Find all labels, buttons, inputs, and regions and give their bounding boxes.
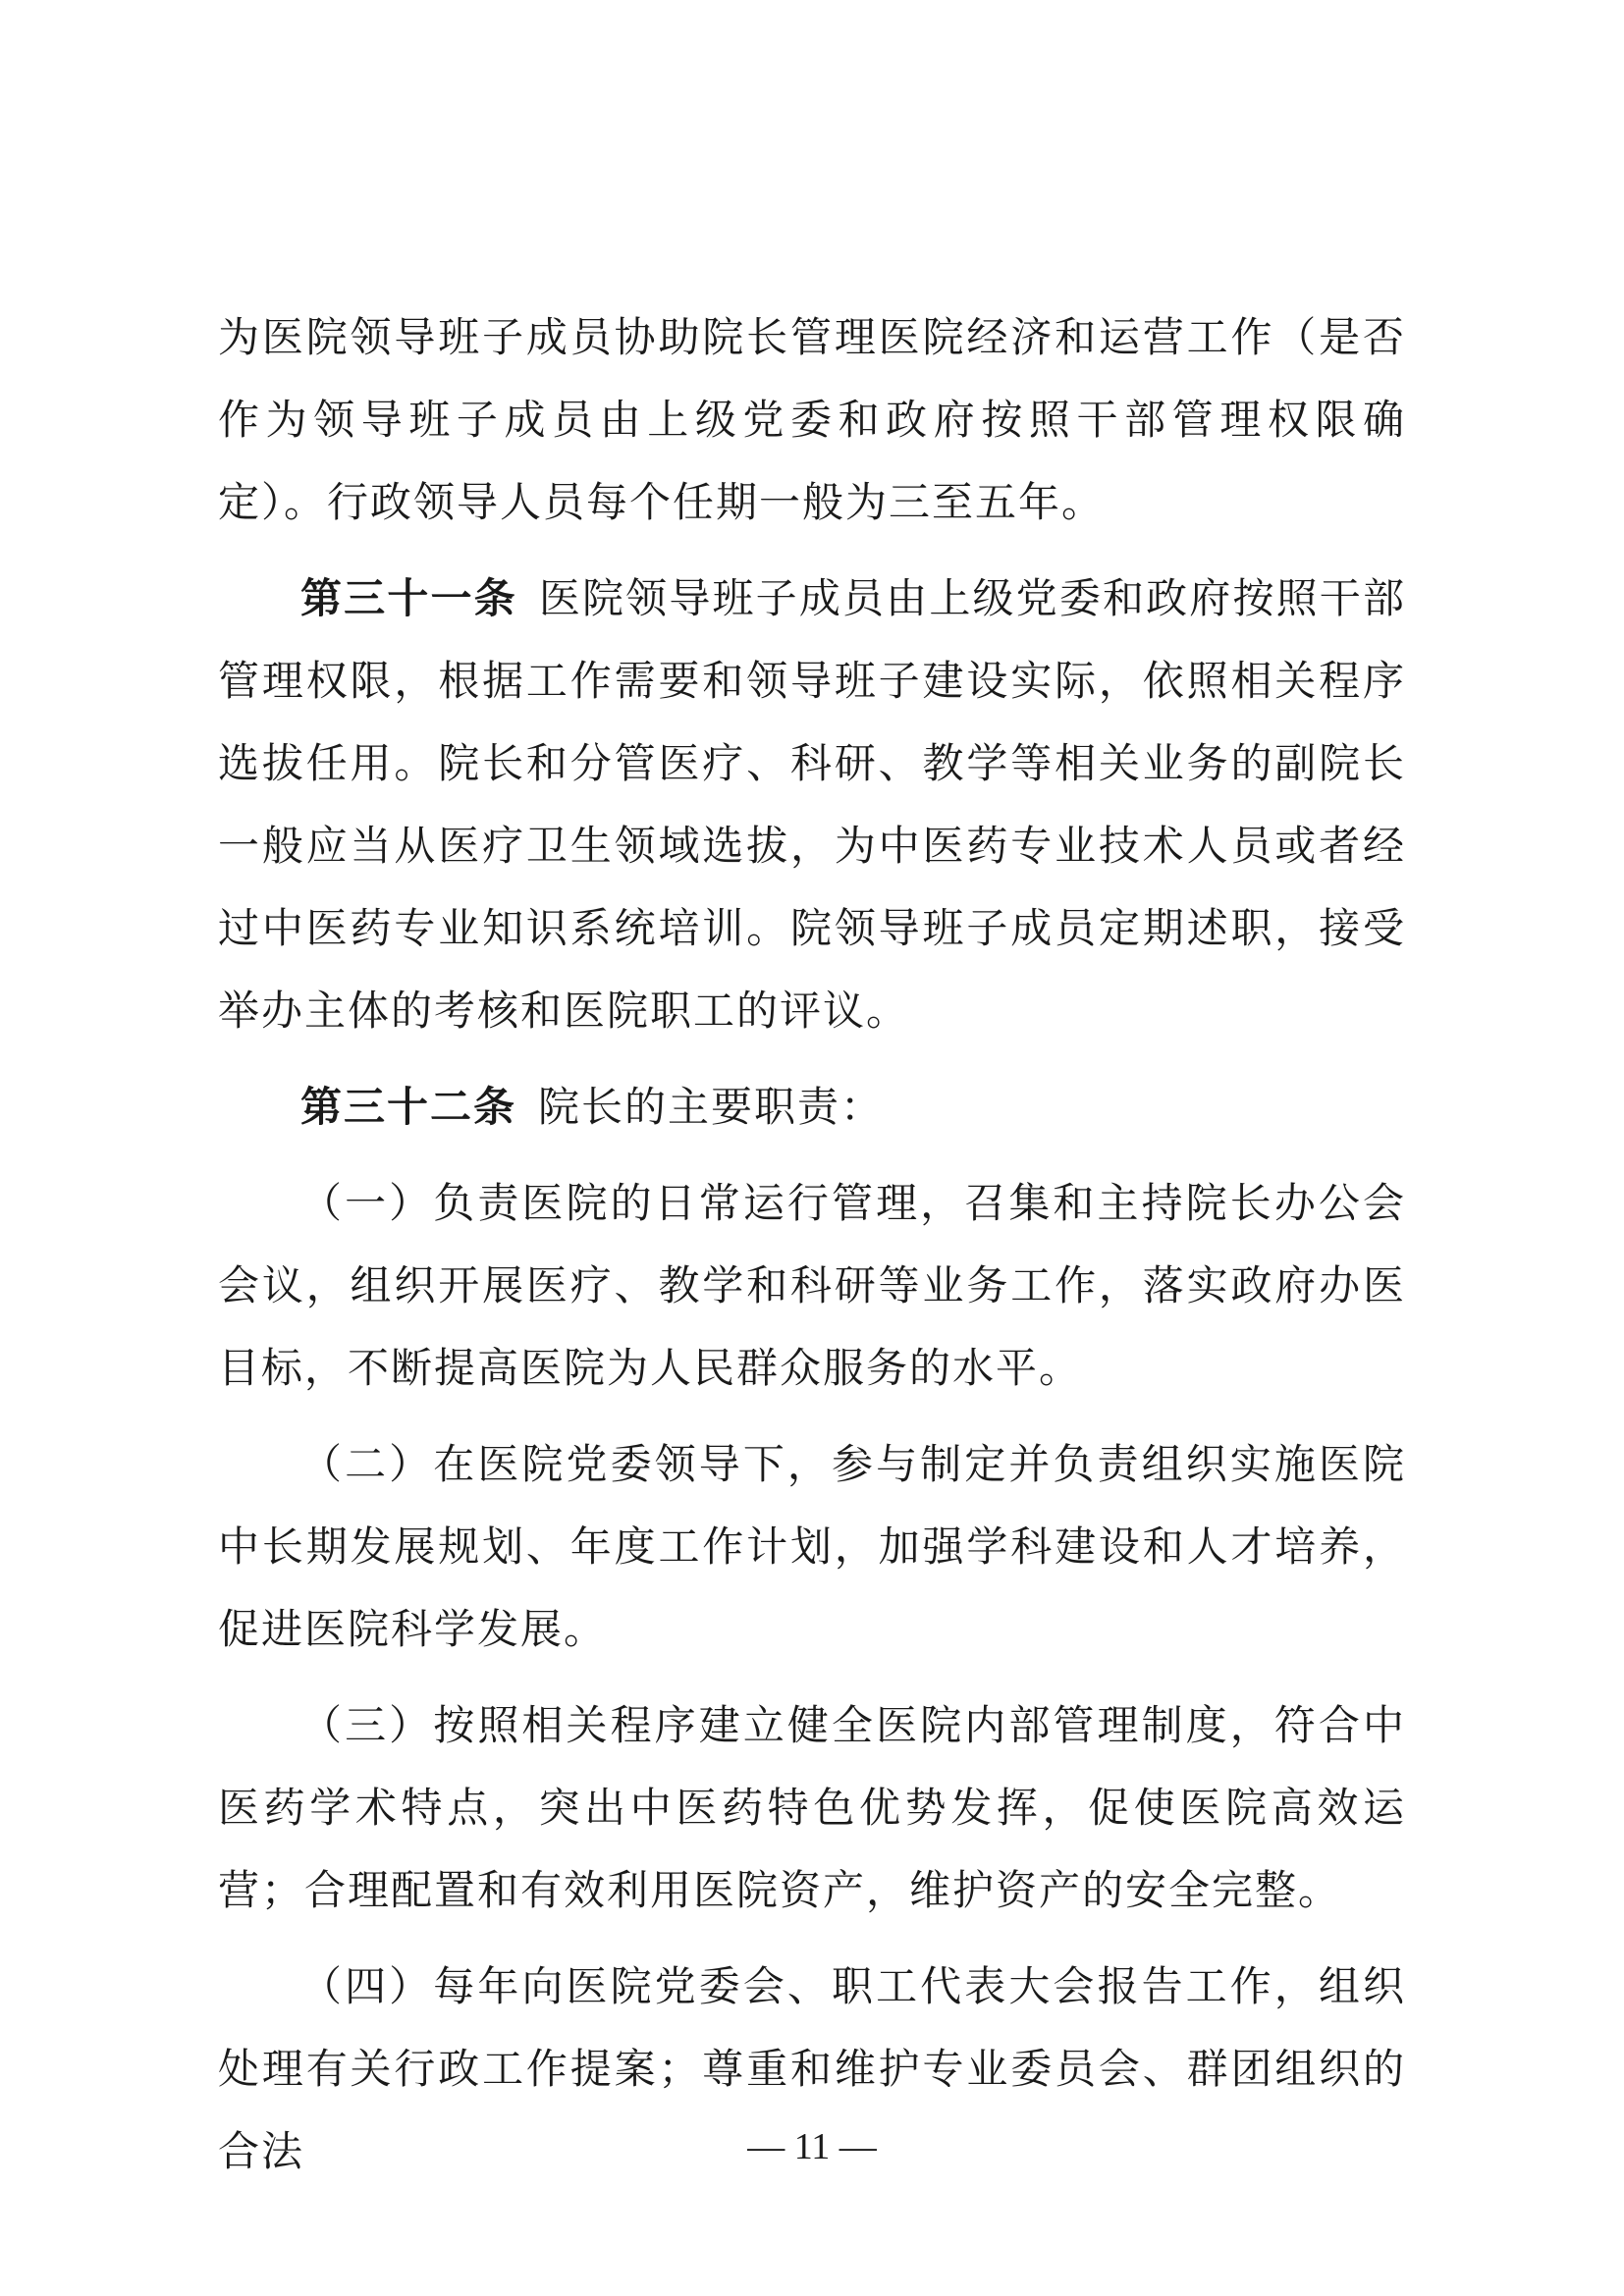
list-item-1	[218, 1162, 1406, 1410]
paragraph-text: （一）负责医院的日常运行管理，召集和主持院长办公会会议，组织开展医疗、教学和科研等业务工作，落实政府办医目标，不断提高医院为人民群众服务的水平。	[218, 1179, 1406, 1392]
paragraph-text: 为医院领导班子成员协助院长管理医院经济和运营工作（是否作为领导班子成员由上级党委和政府按照干部管理权限确定）。行政领导人员每个任期一般为三至五年。	[218, 313, 1406, 526]
paragraph-text: （三）按照相关程序建立健全医院内部管理制度，符合中医药学术特点，突出中医药特色优势发挥，促使医院高效运营；合理配置和有效利用医院资产，维护资产的安全完整。	[218, 1701, 1406, 1914]
article-heading: 第三十一条	[300, 574, 517, 622]
paragraph-text: （二）在医院党委领导下，参与制定并负责组织实施医院中长期发展规划、年度工作计划，加强学科建设和人才培养，促进医院科学发展。	[218, 1440, 1406, 1653]
body-text	[218, 296, 1406, 2207]
article-31	[218, 558, 1406, 1052]
page-number: — 11 —	[747, 2126, 877, 2167]
article-heading: 第三十二条	[300, 1083, 517, 1131]
article-32	[218, 1066, 1406, 1148]
paragraph-continuation	[218, 296, 1406, 544]
list-item-2	[218, 1423, 1406, 1671]
list-item-3	[218, 1684, 1406, 1932]
paragraph-text: 医院领导班子成员由上级党委和政府按照干部管理权限，根据工作需要和领导班子建设实际，依照相关程序选拔任用。院长和分管医疗、科研、教学等相关业务的副院长一般应当从医疗卫生领域选拔，为中医药专业技术人员或者经过中医药专业知识系统培训。院领导班子成员定期述职，接受举办主体的考核和医院职工的评议。	[218, 574, 1406, 1035]
paragraph-text: （四）每年向医院党委会、职工代表大会报告工作，组织处理有关行政工作提案；尊重和维护专业委员会、群团组织的合法	[218, 1962, 1406, 2175]
paragraph-text: 院长的主要职责：	[538, 1083, 885, 1131]
